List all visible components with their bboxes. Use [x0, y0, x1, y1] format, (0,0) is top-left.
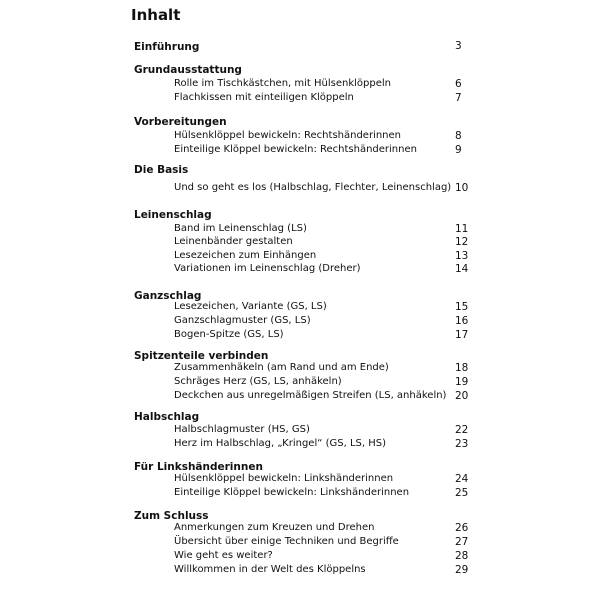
section-title: Grundausstattung	[134, 64, 242, 76]
entry-label: Anmerkungen zum Kreuzen und Drehen	[174, 522, 375, 533]
entry-label: Variationen im Leinenschlag (Dreher)	[174, 262, 361, 274]
entry-page-number: 24	[455, 473, 469, 485]
entry-page-number: 11	[455, 223, 469, 235]
entry-label: Bogen-Spitze (GS, LS)	[174, 329, 284, 340]
toc-entry	[0, 522, 600, 536]
toc-entry	[0, 236, 600, 250]
section-title: Halbschlag	[134, 411, 200, 423]
entry-label: Herz im Halbschlag, „Kringel“ (GS, LS, HS)	[174, 438, 386, 449]
entry-page-number: 28	[455, 550, 469, 562]
section-title: Ganzschlag	[134, 290, 202, 302]
entry-label: Band im Leinenschlag (LS)	[174, 223, 307, 234]
section-title: Vorbereitungen	[134, 116, 227, 128]
entry-page-number: 17	[455, 329, 469, 341]
toc-entry	[0, 329, 600, 343]
toc-entry	[0, 250, 600, 264]
section-title: Die Basis	[134, 164, 189, 176]
section-page-number: 3	[455, 40, 462, 52]
section-title: Einführung	[134, 41, 200, 53]
entry-label: Einteilige Klöppel bewickeln: Rechtshänderinnen	[174, 144, 417, 155]
toc-entry	[0, 424, 600, 438]
entry-page-number: 27	[455, 536, 469, 548]
entry-label: Halbschlagmuster (HS, GS)	[174, 424, 310, 435]
entry-page-number: 8	[455, 130, 462, 142]
page-title: Inhalt	[131, 6, 181, 24]
entry-page-number: 29	[455, 564, 469, 576]
entry-page-number: 26	[455, 522, 469, 534]
entry-page-number: 10	[455, 182, 469, 194]
entry-label: Hülsenklöppel bewickeln: Linkshänderinnen	[174, 473, 394, 484]
toc-entry	[0, 473, 600, 487]
entry-label: Lesezeichen, Variante (GS, LS)	[174, 301, 327, 312]
toc-entry	[0, 564, 600, 578]
entry-page-number: 20	[455, 390, 469, 402]
entry-label: Übersicht über einige Techniken und Begriffe	[174, 536, 399, 547]
toc-entry	[0, 301, 600, 315]
entry-label: Leinenbänder gestalten	[174, 236, 293, 248]
entry-page-number: 15	[455, 301, 469, 313]
toc-entry	[0, 144, 600, 158]
entry-label: Schräges Herz (GS, LS, anhäkeln)	[174, 376, 342, 387]
toc-entry	[0, 390, 600, 404]
toc-entry	[0, 182, 600, 196]
entry-label: Hülsenklöppel bewickeln: Rechtshänderinnen	[174, 130, 402, 141]
entry-label: Willkommen in der Welt des Klöppelns	[174, 564, 366, 575]
section-title: Zum Schluss	[134, 510, 209, 522]
entry-page-number: 13	[455, 249, 469, 262]
entry-label: Flachkissen mit einteiligen Klöppeln	[174, 92, 354, 103]
entry-page-number: 18	[455, 362, 469, 374]
toc-entry	[0, 438, 600, 452]
entry-page-number: 25	[455, 487, 469, 499]
toc-entry	[0, 130, 600, 144]
toc-entry	[0, 223, 600, 237]
toc-entry	[0, 550, 600, 564]
entry-page-number: 14	[455, 262, 469, 275]
entry-page-number: 23	[455, 438, 469, 450]
toc-entry	[0, 263, 600, 277]
entry-page-number: 19	[455, 376, 469, 388]
toc-entry	[0, 315, 600, 329]
entry-page-number: 6	[455, 78, 462, 90]
entry-label: Lesezeichen zum Einhängen	[174, 249, 317, 261]
entry-label: Einteilige Klöppel bewickeln: Linkshänderinnen	[174, 487, 410, 498]
entry-label: Und so geht es los (Halbschlag, Flechter, Leinenschlag)	[174, 182, 452, 193]
section-title: Für Linkshänderinnen	[134, 461, 263, 473]
entry-label: Wie geht es weiter?	[174, 550, 273, 561]
entry-page-number: 22	[455, 424, 469, 436]
toc-entry	[0, 536, 600, 550]
section-title: Leinenschlag	[134, 209, 212, 221]
toc-entry	[0, 376, 600, 390]
toc-entry	[0, 78, 600, 92]
entry-label: Rolle im Tischkästchen, mit Hülsenklöppeln	[174, 78, 391, 89]
entry-page-number: 12	[455, 236, 469, 249]
toc-entry	[0, 92, 600, 106]
entry-page-number: 7	[455, 92, 462, 104]
section-title: Spitzenteile verbinden	[134, 350, 269, 362]
entry-page-number: 9	[455, 144, 462, 156]
entry-label: Ganzschlagmuster (GS, LS)	[174, 315, 311, 326]
entry-label: Deckchen aus unregelmäßigen Streifen (LS, anhäkeln)	[174, 390, 447, 401]
entry-label: Zusammenhäkeln (am Rand und am Ende)	[174, 362, 389, 373]
toc-entry	[0, 487, 600, 501]
toc-entry	[0, 362, 600, 376]
entry-page-number: 16	[455, 315, 469, 327]
